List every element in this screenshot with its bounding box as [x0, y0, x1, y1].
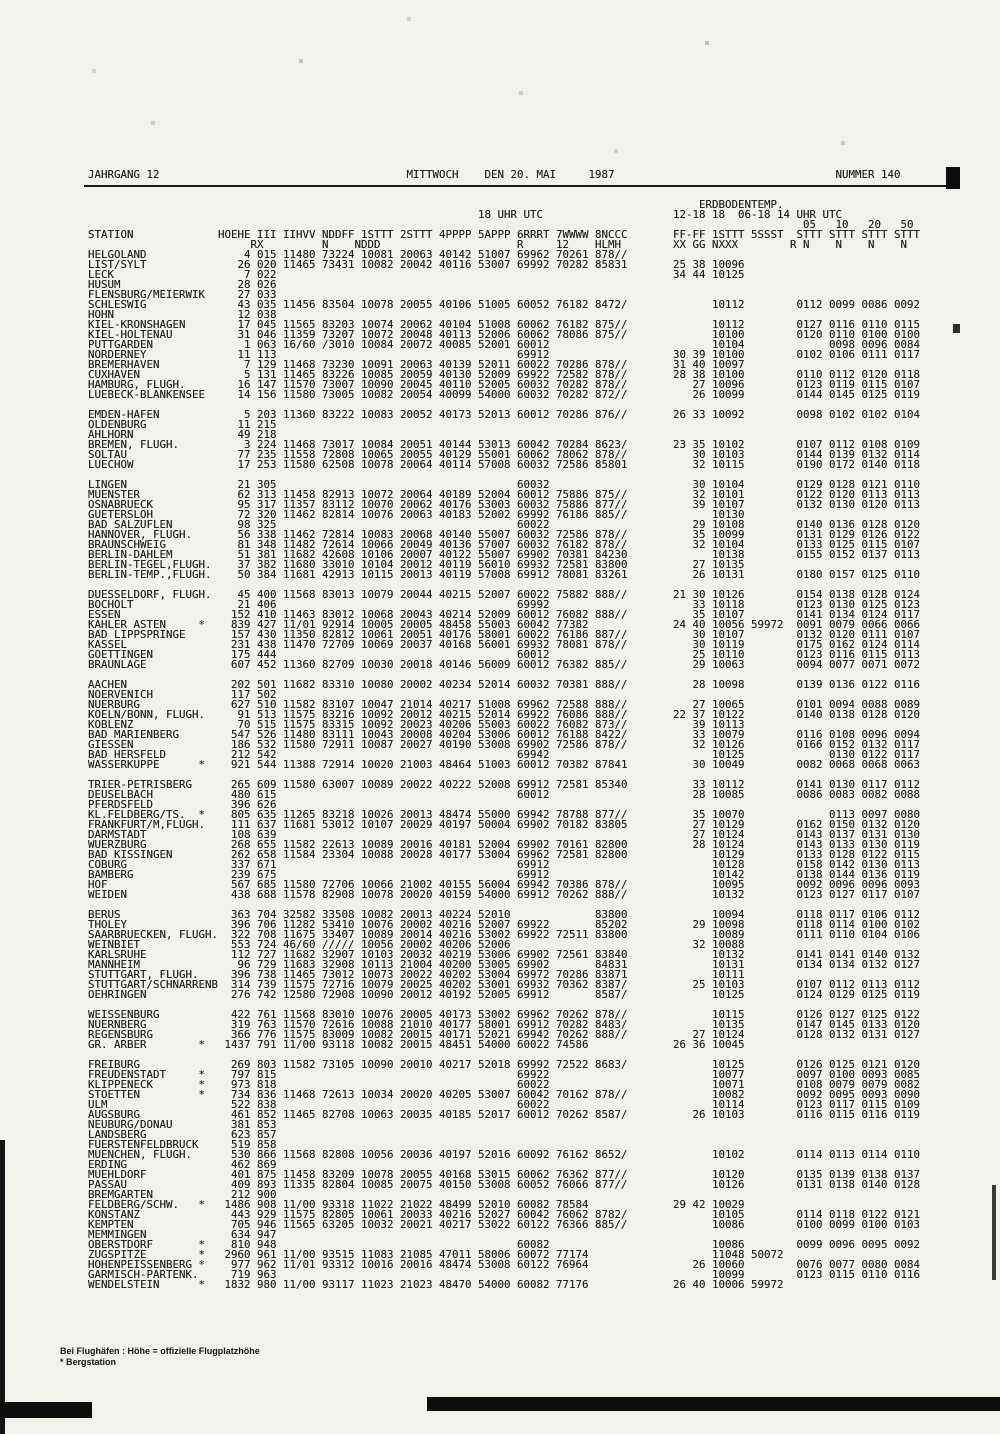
table-row: GIESSEN 186 532 11580 72911 10087 20027 40190 53008 69902 72586 878// 32 10126 0166 0152 0132 0117 [88, 738, 921, 751]
footnote-bergstation: * Bergstation [60, 1357, 117, 1367]
table-row: NUERBURG 627 510 11582 83107 10047 21014 40217 51008 69962 72588 888// 27 10065 0101 0094 0088 0089 [88, 698, 921, 711]
table-row: GR. ARBER * 1437 791 11/00 93118 10082 20015 48451 54000 60022 74586 26 36 10045 [88, 1038, 745, 1051]
table-row: KL.FELDBERG/TS. * 805 635 11265 83218 10026 20013 48474 55000 69942 78788 877// 35 10070 0113 0097 0080 [88, 808, 921, 821]
table-row: BREMGARTEN 212 900 [88, 1188, 277, 1201]
table-row: HOHENPEISSENBERG * 977 962 11/01 93312 10016 20016 48474 53008 60122 76964 26 10060 0076 0077 0080 0084 [88, 1258, 921, 1271]
table-row: PUTTGARDEN 1 063 16/60 /3010 10084 20072 40085 52001 60012 10104 0098 0096 0084 [88, 338, 921, 351]
table-row: FREUDENSTADT * 797 815 69922 10077 0097 0100 0093 0085 [88, 1068, 921, 1081]
table-row: MEMMINGEN 634 947 [88, 1228, 277, 1241]
table-row: DUESSELDORF, FLUGH. 45 400 11568 83013 10079 20044 40215 52007 60022 75882 888// 21 30 10126 0154 0138 0128 0124 [88, 588, 921, 601]
table-row: BAD KISSINGEN 262 658 11584 23304 10088 20028 40177 53004 69962 72581 82800 10129 0133 0128 0122 0115 [88, 848, 921, 861]
scan-speckles [0, 0, 2, 2]
table-row: KAHLER ASTEN * 839 427 11/01 92914 10005 20005 48458 55003 60042 77382 24 40 10056 59972 0091 0079 0066 0066 [88, 618, 921, 631]
table-row: AUGSBURG 461 852 11465 82708 10063 20035 40185 52017 60012 70262 8587/ 26 10103 0116 0115 0116 0119 [88, 1108, 921, 1121]
table-row: STUTTGART/SCHNARRENB 314 739 11575 72716 10079 20025 40202 53001 69932 70362 8387/ 25 10103 0107 0112 0113 0112 [88, 978, 921, 991]
table-row: BERLIN-DAHLEM 51 381 11682 42608 10106 20007 40122 55007 69902 70381 84230 10138 0155 0152 0137 0113 [88, 548, 921, 561]
table-row: BAD HERSFELD 212 542 69942 10125 0130 0122 0117 [88, 748, 921, 761]
table-row: ERDING 462 869 [88, 1158, 277, 1171]
table-row: ULM 522 838 60022 10114 0123 0117 0115 0109 [88, 1098, 921, 1111]
table-row: WEIDEN 438 688 11578 82908 10078 20020 40159 54000 69912 70262 888// 10132 0123 0127 0117 0107 [88, 888, 921, 901]
table-row: BREMEN, FLUGH. 3 224 11468 73017 10084 20051 40144 53013 60042 70284 8623/ 23 35 10102 0107 0112 0108 0109 [88, 438, 921, 451]
scan-artifact-left-streak [0, 1140, 5, 1434]
table-row: PFERDSFELD 396 626 [88, 798, 277, 811]
table-row: TRIER-PETRISBERG 265 609 11580 63007 10089 20022 40222 52008 69912 72581 85340 33 10112 0141 0130 0117 0112 [88, 778, 921, 791]
table-row: SCHLESWIG 43 035 11456 83504 10078 20055 40106 51005 60052 76182 8472/ 10112 0112 0099 0086 0092 [88, 298, 921, 311]
table-row: GARMISCH-PARTENK. 719 963 10099 0123 0115 0110 0116 [88, 1268, 921, 1281]
table-row: AHLHORN 49 218 [88, 428, 277, 441]
table-row: COBURG 337 671 69912 10128 0158 0142 0130 0113 [88, 858, 921, 871]
table-row: HOF 567 685 11580 72706 10066 21002 40155 56004 69942 70386 878// 10095 0092 0096 0096 0093 [88, 878, 921, 891]
header-line: RX N NDDD R 12 HLMH XX GG NXXX R N N N N [88, 238, 908, 251]
table-row: THOLEY 396 706 11282 53410 10076 20002 40216 52007 69922 85202 29 10098 0118 0114 0100 0102 [88, 918, 921, 931]
table-row: DARMSTADT 108 639 27 10124 0143 0137 0131 0130 [88, 828, 921, 841]
table-row: LINGEN 21 305 60032 30 10104 0129 0128 0121 0110 [88, 478, 921, 491]
scan-artifact-bottom-left [0, 1402, 92, 1418]
table-row: OEHRINGEN 276 742 12580 72908 10090 20012 40192 52005 69912 8587/ 10125 0124 0129 0125 0119 [88, 988, 921, 1001]
scan-artifact-right-line [992, 1185, 996, 1280]
table-row: WEISSENBURG 422 761 11568 83010 10076 20005 40173 53002 69962 70262 878// 10115 0126 0127 0125 0122 [88, 1008, 921, 1021]
table-row: LANDSBERG 623 857 [88, 1128, 277, 1141]
table-row: NORDERNEY 11 113 69912 30 39 10100 0102 0106 0111 0117 [88, 348, 921, 361]
table-row: STUTTGART, FLUGH. 396 738 11465 73012 10073 20022 40202 53004 69972 70286 83871 10111 [88, 968, 745, 981]
table-row: KEMPTEN 705 946 11565 63205 10032 20021 40217 53022 60122 76366 885// 10086 0100 0099 0100 0103 [88, 1218, 921, 1231]
table-row: MUEHLDORF 401 875 11458 83209 10078 20055 40168 53015 60062 76362 877// 10120 0135 0139 0138 0137 [88, 1168, 921, 1181]
table-row: WEINBIET 553 724 46/60 ///// 10056 20002 40206 52006 32 10088 [88, 938, 745, 951]
table-row: BOCHOLT 21 406 69992 33 10118 0123 0130 0125 0123 [88, 598, 921, 611]
table-row: NUERNBERG 319 763 11570 72616 10088 21010 40177 58001 69912 70282 8483/ 10135 0147 0145 0133 0120 [88, 1018, 921, 1031]
header-line: JAHRGANG 12 MITTWOCH DEN 20. MAI 1987 NUMMER 140 [88, 168, 901, 181]
table-row: AACHEN 202 501 11682 83310 10080 20002 40234 52014 60032 70381 888// 28 10098 0139 0136 0122 0116 [88, 678, 921, 691]
table-row: SOLTAU 77 235 11558 72808 10065 20055 40129 55001 60062 78062 878// 30 10103 0144 0139 0132 0114 [88, 448, 921, 461]
header-line: 05 10 20 50 [88, 218, 914, 231]
table-row: KIEL-HOLTENAU 31 046 11359 73207 10072 20048 40113 52006 60062 78086 875// 10100 0120 0110 0100 0100 [88, 328, 921, 341]
table-row: HOHN 12 038 [88, 308, 277, 321]
header-line: 18 UHR UTC 12-18 18 06-18 14 UHR UTC [88, 208, 843, 221]
scan-artifact-bottom-bar [427, 1397, 1000, 1411]
table-row: FELDBERG/SCHW. * 1486 908 11/00 93318 11022 21022 48499 52010 60082 78584 29 42 10029 [88, 1198, 745, 1211]
table-row: REGENSBURG 366 776 11575 83009 10082 20015 40171 52021 69942 70262 888// 27 10124 0128 0132 0131 0127 [88, 1028, 921, 1041]
table-row: BERLIN-TEGEL,FLUGH. 37 382 11680 33010 10104 20012 40119 56010 69932 72581 83800 27 10135 [88, 558, 745, 571]
table-row: STOETTEN * 734 836 11468 72613 10034 20020 40205 53007 60042 70162 878// 10082 0092 0095 0093 0090 [88, 1088, 921, 1101]
table-row: BAD SALZUFLEN 98 325 60022 29 10108 0140 0136 0128 0120 [88, 518, 921, 531]
table-row: GOETTINGEN 175 444 60012 25 10110 0123 0116 0115 0113 [88, 648, 921, 661]
table-row: BRAUNSCHWEIG 81 348 11482 72614 10066 20049 40136 57007 60032 76182 878// 32 10104 0133 0125 0115 0107 [88, 538, 921, 551]
table-row: FRANKFURT/M,FLUGH. 111 637 11681 53012 10107 20029 40197 50004 69902 70182 83805 27 10129 0162 0150 0132 0120 [88, 818, 921, 831]
table-row: KONSTANZ 443 929 11575 82805 10061 20033 40216 52027 60042 76062 8782/ 10105 0114 0118 0122 0121 [88, 1208, 921, 1221]
header-line: STATION HOEHE III IIHVV NDDFF 1STTT 2STTT 4PPPP 5APPP 6RRRT 7WWWW 8NCCC FF-FF 1STTT 5SSST STTT STTT STTT STTT [88, 228, 921, 241]
table-row: KLIPPENECK * 973 818 60022 10071 0108 0079 0079 0082 [88, 1078, 921, 1091]
table-row: KASSEL 231 438 11470 72709 10069 20037 40168 56001 69932 78081 878// 30 10119 0175 0162 0124 0114 [88, 638, 921, 651]
table-row: BERLIN-TEMP.,FLUGH. 50 384 11681 42913 10115 20013 40119 57008 69912 78081 83261 26 10131 0180 0157 0125 0110 [88, 568, 921, 581]
table-row: BRAUNLAGE 607 452 11360 82709 10030 20018 40146 56009 60012 76382 885// 29 10063 0094 0077 0071 0072 [88, 658, 921, 671]
table-row: HAMBURG, FLUGH. 16 147 11570 73007 10090 20045 40110 52005 60032 70282 878// 27 10096 0123 0119 0115 0107 [88, 378, 921, 391]
table-row: NOERVENICH 117 502 [88, 688, 277, 701]
table-row: BAD MARIENBERG 547 526 11480 83111 10043 20008 40204 53006 60012 76188 8422/ 33 10079 0116 0108 0096 0094 [88, 728, 921, 741]
table-row: SAARBRUECKEN, FLUGH. 322 708 11675 33407 10089 20014 40216 53002 69922 72511 83800 10089 0111 0110 0104 0106 [88, 928, 921, 941]
footnote-airports: Bei Flughäfen : Höhe = offizielle Flugplatzhöhe [60, 1346, 260, 1356]
table-row: KOBLENZ 70 515 11575 83315 10092 20023 40206 55003 60022 76082 873// 39 10113 [88, 718, 745, 731]
table-row: ZUGSPITZE * 2960 961 11/00 93515 11083 21085 47011 58006 60072 77174 11048 50072 [88, 1248, 784, 1261]
table-row: FLENSBURG/MEIERWIK 27 033 [88, 288, 277, 301]
table-row: BERUS 363 704 32582 33508 10082 20013 40224 52010 83800 10094 0118 0117 0106 0112 [88, 908, 921, 921]
table-row: HELGOLAND 4 015 11480 73224 10081 20063 40142 51007 69962 70261 878// [88, 248, 628, 261]
table-row: GUETERSLOH 72 320 11462 82814 10076 20063 40183 52002 69992 76186 885// 10130 [88, 508, 745, 521]
header-line [88, 180, 920, 190]
table-row: BREMERHAVEN 7 129 11468 73230 10091 20063 40139 52011 60022 70286 878// 31 40 10097 [88, 358, 745, 371]
table-row: WUERZBURG 268 655 11582 22613 10089 20016 40181 52004 69902 70161 82800 28 10124 0143 0133 0130 0119 [88, 838, 921, 851]
table-row: MUENSTER 62 313 11458 82913 10072 20064 40189 52004 60012 75886 875// 32 10101 0122 0120 0113 0113 [88, 488, 921, 501]
table-row: BAMBERG 239 675 69912 10142 0138 0144 0136 0119 [88, 868, 921, 881]
table-row: LUEBECK-BLANKENSEE 14 156 11580 73005 10082 20054 40099 54000 60032 70282 872// 26 10099 0144 0145 0125 0119 [88, 388, 921, 401]
table-row: PASSAU 409 893 11335 82804 10085 20075 40150 53008 60052 76066 877// 10126 0131 0138 0140 0128 [88, 1178, 921, 1191]
table-row: DEUSELBACH 480 615 60012 28 10085 0086 0083 0082 0088 [88, 788, 921, 801]
table-row: MANNHEIM 96 729 11683 32908 10113 21004 40200 53005 69902 84831 10131 0134 0134 0132 0127 [88, 958, 921, 971]
synop-weather-table [88, 170, 920, 1290]
table-row: KOELN/BONN, FLUGH. 91 513 11575 83216 10092 20012 40215 52014 69922 76086 888// 22 37 10122 0140 0138 0128 0120 [88, 708, 921, 721]
scan-artifact-right-tick [953, 324, 960, 333]
header-line: ERDBODENTEMP. [88, 198, 784, 211]
table-row: HANNOVER, FLUGH. 56 338 11462 72814 10083 20068 40140 55007 60032 72586 878// 35 10099 0131 0129 0126 0122 [88, 528, 921, 541]
table-row: EMDEN-HAFEN 5 203 11360 83222 10083 20052 40173 52013 60012 70286 876// 26 33 10092 0098 0102 0102 0104 [88, 408, 921, 421]
footnote-block [60, 1346, 260, 1368]
table-row: FREIBURG 269 803 11582 73105 10090 20010 40217 52018 69992 72522 8683/ 10125 0126 0125 0121 0120 [88, 1058, 921, 1071]
table-row: KIEL-KRONSHAGEN 17 045 11565 83203 10074 20062 40104 51008 60062 76182 875// 10112 0127 0116 0110 0115 [88, 318, 921, 331]
table-row: FUERSTENFELDBRUCK 519 858 [88, 1138, 277, 1151]
table-row: ESSEN 152 410 11463 83012 10068 20043 40214 52009 60012 76082 888// 35 10107 0141 0134 0124 0117 [88, 608, 921, 621]
scan-artifact-top-right [946, 167, 960, 189]
table-row: WENDELSTEIN * 1832 980 11/00 93117 11023 21023 48470 54000 60082 77176 26 40 10006 59972 [88, 1278, 784, 1291]
table-row: NEUBURG/DONAU 381 853 [88, 1118, 277, 1131]
table-row: BAD LIPPSPRINGE 157 430 11350 82812 10061 20051 40176 58001 60022 76186 887// 30 10107 0132 0120 0111 0107 [88, 628, 921, 641]
table-row: CUXHAVEN 5 131 11465 83226 10085 20059 40130 52009 69922 72582 878// 28 38 10100 0110 0112 0120 0118 [88, 368, 921, 381]
table-row: OLDENBURG 11 215 [88, 418, 277, 431]
table-row: OBERSTDORF * 810 948 60082 10086 0099 0096 0095 0092 [88, 1238, 921, 1251]
table-row: LIST/SYLT 26 020 11465 73431 10082 20042 40116 53007 69992 70282 85831 25 38 10096 [88, 258, 745, 271]
table-row: LECK 7 022 34 44 10125 [88, 268, 745, 281]
table-row: OSNABRUECK 95 317 11357 83112 10070 20062 40176 53003 60032 75886 877// 39 10107 0132 0130 0120 0113 [88, 498, 921, 511]
table-row: LUECHOW 17 253 11580 62508 10078 20064 40114 57008 60032 72586 85801 32 10115 0190 0172 0140 0118 [88, 458, 921, 471]
table-row: MUENCHEN, FLUGH. 530 866 11568 82808 10056 20036 40197 52016 60092 76162 8652/ 10102 0114 0113 0114 0110 [88, 1148, 921, 1161]
table-row: HUSUM 28 026 [88, 278, 277, 291]
table-row: KARLSRUHE 112 727 11682 32907 10103 20032 40219 53006 69902 72561 83840 10132 0141 0141 0140 0132 [88, 948, 921, 961]
table-row: WASSERKUPPE * 921 544 11388 72914 10020 21003 48464 51003 60012 70382 87841 30 10049 0082 0068 0068 0063 [88, 758, 921, 771]
